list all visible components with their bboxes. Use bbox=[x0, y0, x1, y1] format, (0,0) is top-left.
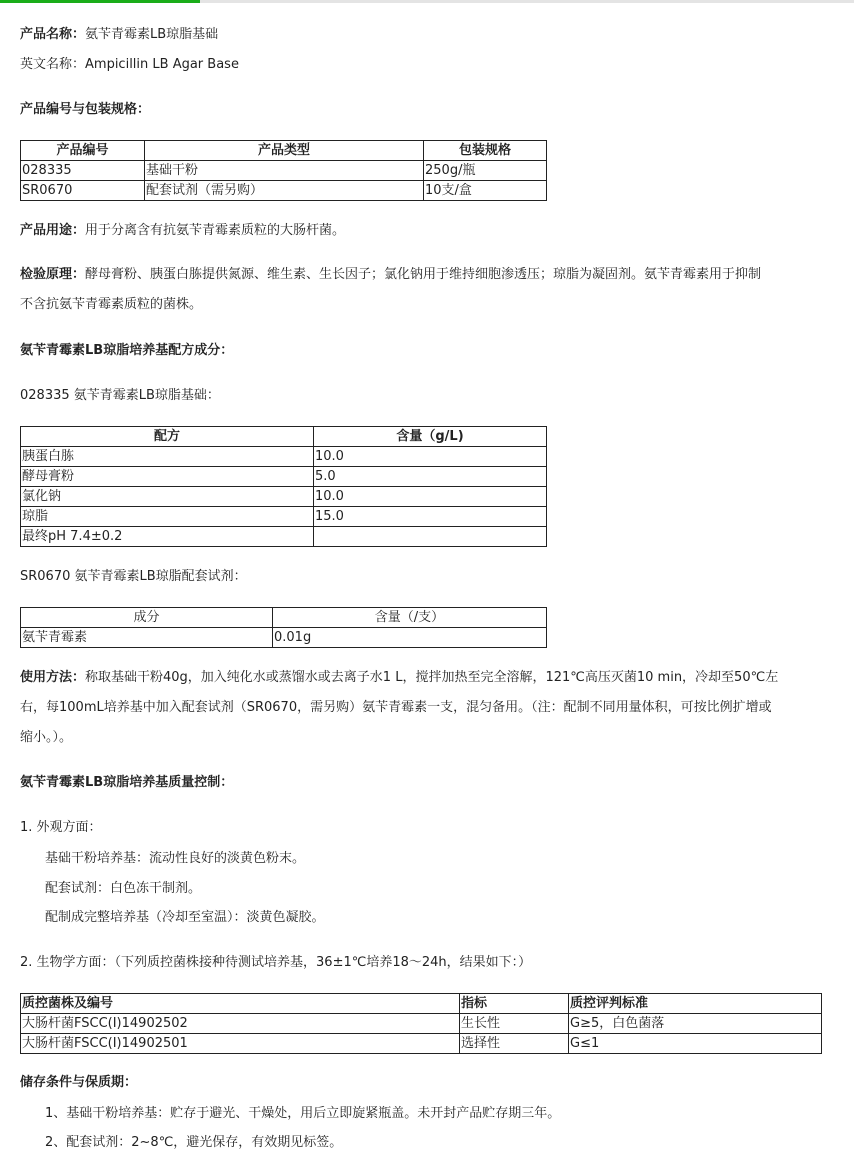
table-row bbox=[21, 1034, 822, 1054]
method-paragraph bbox=[20, 663, 835, 753]
table-cell bbox=[314, 527, 547, 547]
biology-title: 2. 生物学方面：（下列质控菌株接种待测试培养基，36±1℃培养18～24h，结果如下：） bbox=[20, 955, 532, 970]
table-cell: 大肠杆菌FSCC(I)14902501 bbox=[21, 1034, 460, 1054]
table-cell: 10.0 bbox=[314, 447, 547, 467]
usage-line bbox=[20, 221, 345, 241]
table-row bbox=[21, 527, 547, 547]
table-cell: 0.01g bbox=[273, 628, 547, 648]
table-header-cell: 产品类型 bbox=[145, 141, 424, 161]
qc-strain-table bbox=[20, 993, 822, 1054]
principle-line-1: 检验原理：酵母膏粉、胰蛋白胨提供氮源、维生素、生长因子；氯化钠用于维持细胞渗透压；琼脂为凝固剂。氨苄青霉素用于抑制 bbox=[20, 267, 762, 282]
method-line-3: 缩小。）。 bbox=[20, 730, 73, 745]
usage-text: 用于分离含有抗氨苄青霉素质粒的大肠杆菌。 bbox=[85, 223, 346, 238]
packaging-heading: 产品编号与包装规格： bbox=[20, 102, 151, 117]
table-cell: 大肠杆菌FSCC(I)14902502 bbox=[21, 1014, 460, 1034]
appearance-item: 配套试剂：白色冻干制剂。 bbox=[45, 881, 202, 896]
usage-label: 产品用途： bbox=[20, 223, 86, 238]
table-header-row bbox=[21, 141, 547, 161]
storage-heading: 储存条件与保质期： bbox=[20, 1075, 138, 1090]
table-header-cell: 包装规格 bbox=[424, 141, 547, 161]
table-header-cell: 含量（/支） bbox=[273, 608, 547, 628]
top-accent-bar bbox=[0, 0, 200, 3]
table-row bbox=[21, 467, 547, 487]
table-cell: 生长性 bbox=[460, 1014, 569, 1034]
table-cell: 最终pH 7.4±0.2 bbox=[21, 527, 314, 547]
table-header-cell: 成分 bbox=[21, 608, 273, 628]
table-row bbox=[21, 487, 547, 507]
table-header-cell: 质控菌株及编号 bbox=[21, 994, 460, 1014]
storage-item: 2、配套试剂：2~8℃，避光保存，有效期见标签。 bbox=[45, 1135, 343, 1150]
method-line-1: 使用方法：称取基础干粉40g，加入纯化水或蒸馏水或去离子水1 L，搅拌加热至完全溶解，121℃高压灭菌10 min，冷却至50℃左 bbox=[20, 670, 779, 685]
table-cell: 选择性 bbox=[460, 1034, 569, 1054]
table-cell: G≥5，白色菌落 bbox=[569, 1014, 822, 1034]
principle-paragraph bbox=[20, 260, 835, 320]
top-border bbox=[0, 0, 854, 3]
table-header-cell: 指标 bbox=[460, 994, 569, 1014]
product-name-line bbox=[20, 25, 218, 45]
table-cell: 配套试剂（需另购） bbox=[145, 181, 424, 201]
product-name-label: 产品名称： bbox=[20, 27, 86, 42]
appearance-item: 基础干粉培养基：流动性良好的淡黄色粉末。 bbox=[45, 851, 306, 866]
supplement-table bbox=[20, 607, 547, 648]
table-header-row bbox=[21, 608, 547, 628]
table-row bbox=[21, 161, 547, 181]
table-row bbox=[21, 181, 547, 201]
table-row bbox=[21, 1014, 822, 1034]
appearance-item: 配制成完整培养基（冷却至室温）：淡黄色凝胶。 bbox=[45, 910, 325, 925]
formula-heading: 氨苄青霉素LB琼脂培养基配方成分： bbox=[20, 343, 234, 358]
table-header-cell: 质控评判标准 bbox=[569, 994, 822, 1014]
appearance-title: 1. 外观方面： bbox=[20, 820, 102, 835]
table-cell: 250g/瓶 bbox=[424, 161, 547, 181]
base-formula-title: 028335 氨苄青霉素LB琼脂基础： bbox=[20, 388, 220, 403]
storage-item: 1、基础干粉培养基：贮存于避光、干燥处，用后立即旋紧瓶盖。未开封产品贮存期三年。 bbox=[45, 1106, 561, 1121]
table-header-row bbox=[21, 427, 547, 447]
english-name-label: 英文名称： bbox=[20, 57, 86, 72]
table-header-cell: 产品编号 bbox=[21, 141, 145, 161]
table-cell: 基础干粉 bbox=[145, 161, 424, 181]
table-cell: G≤1 bbox=[569, 1034, 822, 1054]
table-row bbox=[21, 507, 547, 527]
table-cell: 酵母膏粉 bbox=[21, 467, 314, 487]
supplement-title: SR0670 氨苄青霉素LB琼脂配套试剂： bbox=[20, 569, 247, 584]
english-name-line bbox=[20, 55, 239, 75]
table-cell: 琼脂 bbox=[21, 507, 314, 527]
table-cell: SR0670 bbox=[21, 181, 145, 201]
table-cell: 10支/盒 bbox=[424, 181, 547, 201]
english-name-value: Ampicillin LB Agar Base bbox=[85, 57, 239, 72]
method-line-2: 右，每100mL培养基中加入配套试剂（SR0670，需另购）氨苄青霉素一支，混匀备用。（注：配制不同用量体积，可按比例扩增或 bbox=[20, 700, 772, 715]
table-cell: 15.0 bbox=[314, 507, 547, 527]
table-header-cell: 含量（g/L) bbox=[314, 427, 547, 447]
table-cell: 胰蛋白胨 bbox=[21, 447, 314, 467]
base-formula-table bbox=[20, 426, 547, 547]
product-name-value: 氨苄青霉素LB琼脂基础 bbox=[85, 27, 219, 42]
packaging-table bbox=[20, 140, 547, 201]
table-row bbox=[21, 447, 547, 467]
table-cell: 028335 bbox=[21, 161, 145, 181]
table-cell: 10.0 bbox=[314, 487, 547, 507]
qc-heading: 氨苄青霉素LB琼脂培养基质量控制： bbox=[20, 775, 234, 790]
principle-line-2: 不含抗氨苄青霉素质粒的菌株。 bbox=[20, 297, 203, 312]
table-cell: 氨苄青霉素 bbox=[21, 628, 273, 648]
table-cell: 5.0 bbox=[314, 467, 547, 487]
table-cell: 氯化钠 bbox=[21, 487, 314, 507]
table-header-cell: 配方 bbox=[21, 427, 314, 447]
table-row bbox=[21, 628, 547, 648]
table-header-row bbox=[21, 994, 822, 1014]
